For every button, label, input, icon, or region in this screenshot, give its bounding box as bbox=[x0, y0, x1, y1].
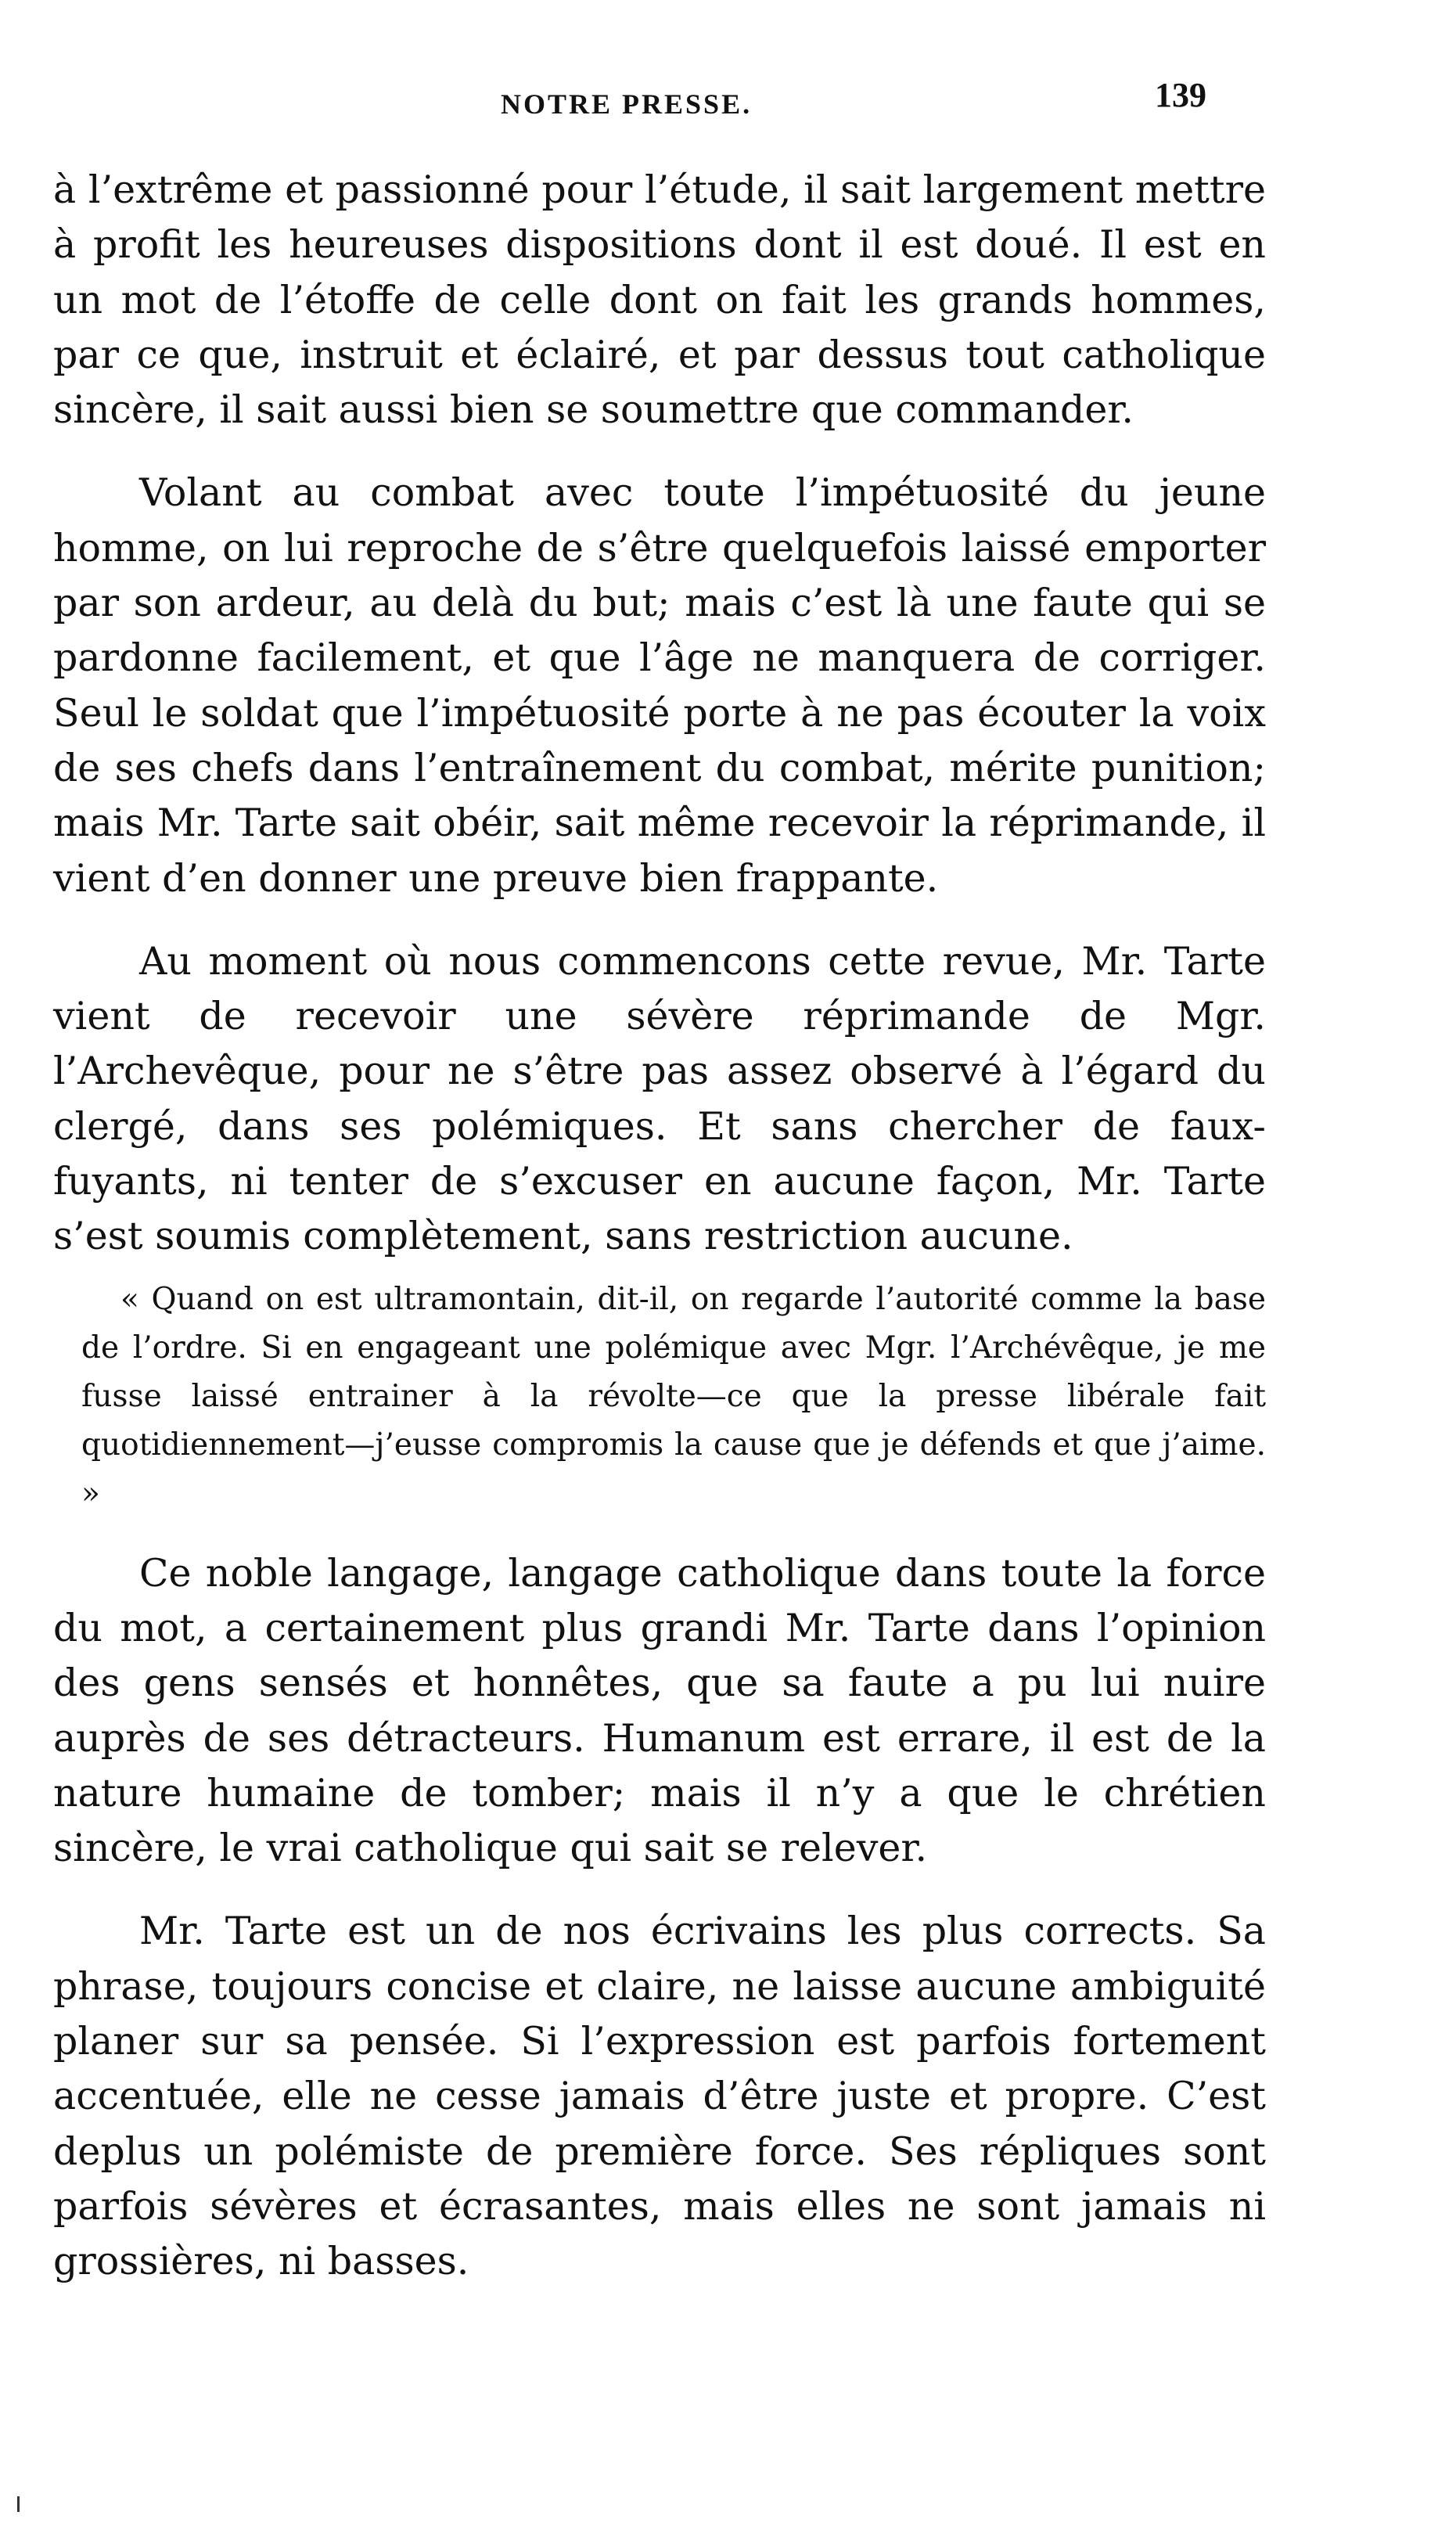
paragraph-3: Au moment où nous commencons cette revue, Mr. Tarte vient de recevoir une sévère réprimande de Mgr. l’Archevêque, pour ne s’être pas assez observé à l’égard du clergé, dans ses polémiques. Et sans chercher de faux-fuyants, ni tenter de s’excuser en aucune façon, Mr. Tarte s’est soumis complètement, sans restriction aucune. bbox=[53, 938, 1266, 1259]
page-number: 139 bbox=[1155, 76, 1206, 114]
paragraph-2: Volant au combat avec toute l’impétuosité du jeune homme, on lui reproche de s’être quelquefois laissé emporter par son ardeur, au delà du but; mais c’est là une faute qui se pardonne facilement, et que l’âge ne manquera de corriger. Seul le soldat que l’impétuosité porte à ne pas écouter la voix de ses chefs dans l’entraînement du combat, mérite punition; mais Mr. Tarte sait obéir, sait même recevoir la réprimande, il vient d’en donner une preuve bien frappante. bbox=[53, 470, 1266, 901]
paragraph-1: à l’extrême et passionné pour l’étude, il sait largement mettre à profit les heureuses dispositions dont il est doué. Il est en un mot de l’étoffe de celle dont on fait les grands hommes, par ce que, instruit et éclairé, et par dessus tout catholique sincère, il sait aussi bien se soumettre que commander. bbox=[53, 167, 1266, 433]
margin-mark bbox=[17, 2496, 20, 2512]
block-quote: « Quand on est ultramontain, dit-il, on regarde l’autorité comme la base de l’ordre. Si en engageant une polémique avec Mgr. l’Archévêque, je me fusse laissé entrainer à la révolte—ce que la presse libérale fait quotidiennement—j’eusse compromis la cause que je défends et que j’aime. » bbox=[81, 1281, 1266, 1511]
body-text bbox=[53, 163, 1266, 2290]
paragraph-4: Ce noble langage, langage catholique dans toute la force du mot, a certainement plus grandi Mr. Tarte dans l’opinion des gens sensés et honnêtes, que sa faute a pu lui nuire auprès de ses détracteurs. Humanum est errare, il est de la nature humaine de tomber; mais il n’y a que le chrétien sincère, le vrai catholique qui sait se relever. bbox=[53, 1550, 1266, 1871]
paragraph-5: Mr. Tarte est un de nos écrivains les plus corrects. Sa phrase, toujours concise et claire, ne laisse aucune ambiguité planer sur sa pensée. Si l’expression est parfois fortement accentuée, elle ne cesse jamais d’être juste et propre. C’est deplus un polémiste de première force. Ses répliques sont parfois sévères et écrasantes, mais elles ne sont jamais ni grossières, ni basses. bbox=[53, 1909, 1266, 2284]
running-head: NOTRE PRESSE. bbox=[501, 88, 753, 120]
